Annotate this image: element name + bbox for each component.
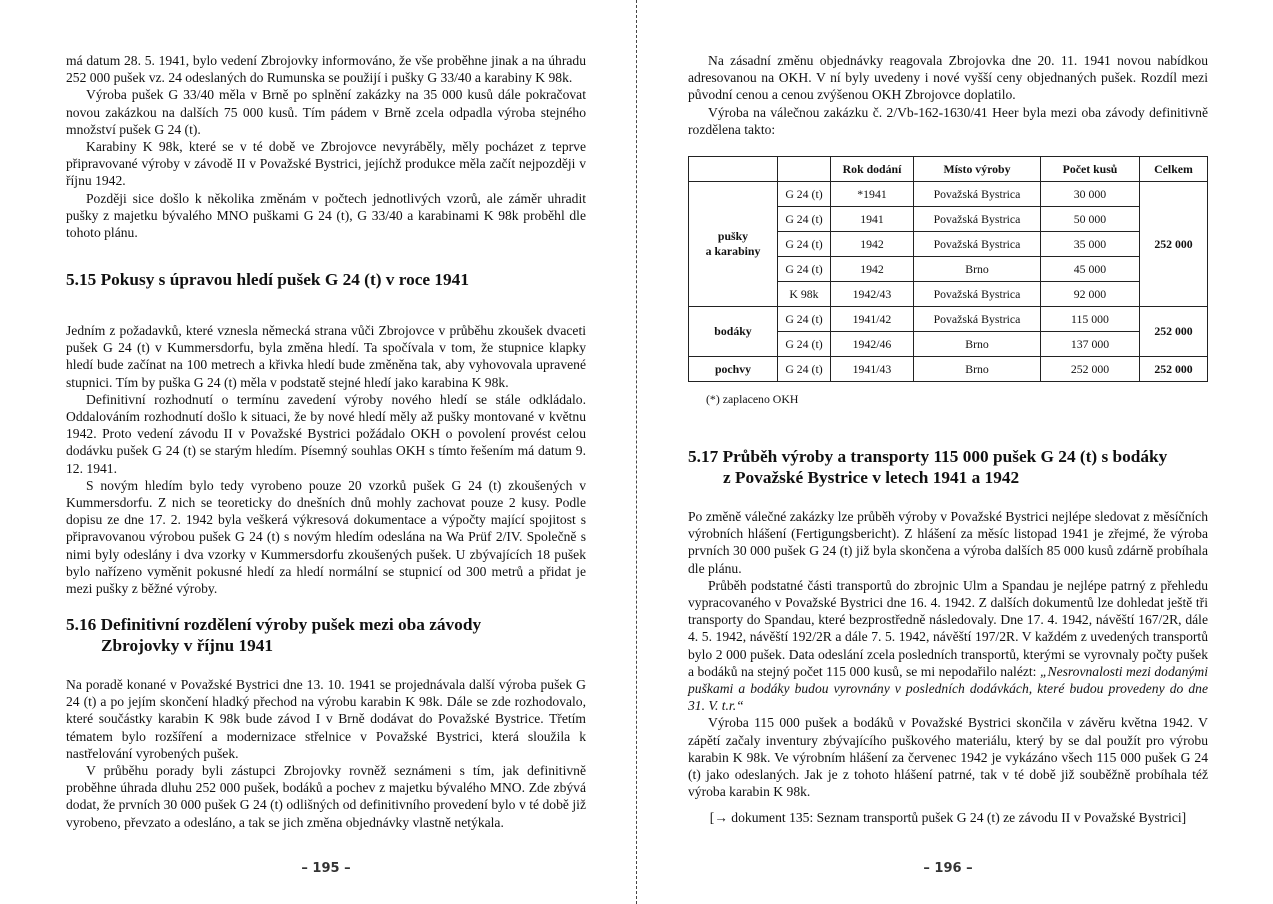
left-intro xyxy=(66,52,586,241)
place-cell: Brno xyxy=(914,257,1041,282)
count-cell: 35 000 xyxy=(1041,232,1140,257)
production-table xyxy=(688,156,1208,382)
year-cell: 1941/42 xyxy=(831,307,914,332)
model-cell: G 24 (t) xyxy=(778,182,831,207)
paragraph: Výroba pušek G 33/40 měla v Brně po splnění zakázky na 35 000 kusů dále pokračovat novou zakázkou na dalších 75 000 kusů. Tím pádem v Brně zcela odpadla výroba stejného množství pušek G 24 (t). xyxy=(66,87,586,137)
paragraph: Jedním z požadavků, které vznesla německá strana vůči Zbrojovce v průběhu zkoušek dvaceti pušek G 24 (t) v Kummersdorfu, byla změna hledí. Ta spočívala v tom, že stupnice klapky hledí bude začínat na 100 metrech a křivka hledí bude změněna tak, aby vyhovovala upravené stupnici. Tím by puška G 24 (t) měla v podstatě stejné hledí jako karabina K 98k. xyxy=(66,323,586,390)
model-cell: G 24 (t) xyxy=(778,257,831,282)
page-number: – 195 – xyxy=(301,861,351,876)
page-divider xyxy=(636,0,637,904)
count-cell: 50 000 xyxy=(1041,207,1140,232)
count-cell: 92 000 xyxy=(1041,282,1140,307)
section-5-16-body xyxy=(66,676,586,831)
paragraph-text: Průběh podstatné části transportů do zbrojnic Ulm a Spandau je nejlépe patrný z přehledu vypracovaného v Považské Bystrici dne 16. 4. 1942. Z dalších dokumentů lze dohledat ještě tři transporty do Spandau, které bezprostředně následovaly. Dne 17. 4. 1942, návěští 167/2R, dále 4. 5. 1942, návěští 192/2R a dále 7. 5. 1942, návěští 197/2R. V každém z uvedených transportů bylo 2 000 pušek. Data odeslání zcela posledních transportů, kterými se vyrovnaly počty pušek a bodáků na stejný počet 115 000 kusů, se mi nepodařilo nalézt: xyxy=(688,577,1208,679)
place-cell: Považská Bystrica xyxy=(914,182,1041,207)
table-footnote: (*) zaplaceno OKH xyxy=(706,392,799,406)
table-row xyxy=(689,357,1208,382)
paragraph: Karabiny K 98k, které se v té době ve Zbrojovce nevyráběly, měly pocházet z teprve připravované výroby v závodě II v Považské Bystrici, jejíchž produkce měla začít nejpozději v říjnu 1942. xyxy=(66,139,586,189)
table-header-cell: Rok dodání xyxy=(831,157,914,182)
heading-line: 5.16 Definitivní rozdělení výroby pušek mezi oba závody xyxy=(66,615,482,634)
table-row xyxy=(689,307,1208,332)
year-cell: 1941/43 xyxy=(831,357,914,382)
document-reference: [→ dokument 135: Seznam transportů pušek G 24 (t) ze závodu II v Považské Bystrici] xyxy=(709,810,1187,825)
table-header-cell xyxy=(689,157,778,182)
paragraph: Na zásadní změnu objednávky reagovala Zbrojovka dne 20. 11. 1941 novou nabídkou adresovanou na OKH. V ní byly uvedeny i nové vyšší ceny objednaných pušek. Rozdíl mezi původní cenou a cenou zvýšenou OKH Zbrojovce doplatilo. xyxy=(688,53,1208,103)
year-cell: *1941 xyxy=(831,182,914,207)
table-row xyxy=(689,182,1208,207)
page-number: – 196 – xyxy=(923,861,973,876)
model-cell: G 24 (t) xyxy=(778,232,831,257)
section-5-16-heading xyxy=(66,614,586,656)
heading-line: z Považské Bystrice v letech 1941 a 1942 xyxy=(723,468,1020,487)
model-cell: G 24 (t) xyxy=(778,357,831,382)
model-cell: G 24 (t) xyxy=(778,307,831,332)
total-cell: 252 000 xyxy=(1140,182,1208,307)
table-header-cell xyxy=(778,157,831,182)
group-label-line: a karabiny xyxy=(705,244,761,258)
model-cell: K 98k xyxy=(778,282,831,307)
place-cell: Brno xyxy=(914,332,1041,357)
total-cell: 252 000 xyxy=(1140,357,1208,382)
heading-line: Zbrojovky v říjnu 1941 xyxy=(101,636,274,655)
year-cell: 1942/46 xyxy=(831,332,914,357)
paragraph: S novým hledím bylo tedy vyrobeno pouze 20 vzorků pušek G 24 (t) zkoušených v Kummersdorfu. Z nich se teoreticky do dnešních dnů mohly zachovat pouze 2 kusy. Podle dopisu ze dne 17. 2. 1942 byla veškerá výkresová dokumentace a výpočty mající spojitost s připravovanou výrobou pušek G 24 (t) s novým hledím odeslána na Wa Prüf 2/IV. Společně s nimi byly odeslány i dva vzorky v Kummersdorfu zkoušených pušek. U zbývajících 18 pušek bylo nařízeno vyměnit pokusné hledí za hledí normální se stupnicí od 300 metrů a přidat je mezi pušky z běžné výroby. xyxy=(66,477,586,597)
paragraph: Výroba 115 000 pušek a bodáků v Považské Bystrici skončila v závěru května 1942. V zápětí začaly inventury zbývajícího puškového materiálu, který by se dal použít pro výrobu karabin K 98k. Ve výrobním hlášení za červenec 1942 je vykázáno všech 115 000 pušek G 24 (t) jako odeslaných. Jak je z tohoto hlášení patrné, tak v té době již souběžně probíhala též výroba karabin K 98k. xyxy=(688,715,1208,800)
table-header-row xyxy=(689,157,1208,182)
count-cell: 45 000 xyxy=(1041,257,1140,282)
place-cell: Považská Bystrica xyxy=(914,207,1041,232)
section-5-15-body xyxy=(66,322,586,597)
count-cell: 252 000 xyxy=(1041,357,1140,382)
model-cell: G 24 (t) xyxy=(778,207,831,232)
place-cell: Považská Bystrica xyxy=(914,232,1041,257)
paragraph: Po změně válečné zakázky lze průběh výroby v Považské Bystrici nejlépe sledovat z měsíčních výrobních hlášení (Fertigungsbericht). Z hlášení za měsíc listopad 1941 je zřejmé, že výroba prvních 30 000 pušek G 24 (t) již byla skončena a výroba dalších 85 000 kusů zdárně probíhala dle plánu. xyxy=(688,509,1208,576)
model-cell: G 24 (t) xyxy=(778,332,831,357)
paragraph: Později sice došlo k několika změnám v počtech jednotlivých vzorů, ale záměr uhradit pušky z majetku bývalého MNO puškami G 24 (t), G 33/40 a karabinami K 98k proběhl dle tohoto plánu. xyxy=(66,190,586,241)
table-header-cell: Celkem xyxy=(1140,157,1208,182)
right-page xyxy=(688,0,1208,904)
group-label-line: pušky xyxy=(717,229,749,243)
paragraph xyxy=(688,577,1208,715)
right-intro xyxy=(688,52,1208,138)
total-cell: 252 000 xyxy=(1140,307,1208,357)
section-5-17-heading xyxy=(688,446,1208,488)
paragraph: má datum 28. 5. 1941, bylo vedení Zbrojovky informováno, že vše proběhne jinak a na úhradu 252 000 pušek vz. 24 odeslaných do Rumunska se použijí i pušky G 33/40 a karabiny K 98k. xyxy=(66,53,586,86)
count-cell: 30 000 xyxy=(1041,182,1140,207)
year-cell: 1942 xyxy=(831,257,914,282)
group-label xyxy=(689,182,778,307)
heading-line: 5.17 Průběh výroby a transporty 115 000 pušek G 24 (t) s bodáky xyxy=(688,447,1168,466)
place-cell: Považská Bystrica xyxy=(914,307,1041,332)
quotation: „Nesrovnalosti mezi dodanými puškami a bodáky budou vyrovnány v posledních dodávkách, které budou provedeny do dne 31. V. t.r.“ xyxy=(688,663,1209,714)
place-cell: Považská Bystrica xyxy=(914,282,1041,307)
paragraph: V průběhu porady byli zástupci Zbrojovky rovněž seznámeni s tím, jak definitivně proběhne úhrada dluhu 252 000 pušek, bodáků a pochev z majetku bývalého MNO. Zde zbývá dodat, že prvních 30 000 pušek G 24 (t) odlišných od definitivního provedení bylo v té době již vyrobeno, převzato a odesláno, a tak se jich změna objednávky vlastně netýkala. xyxy=(66,763,586,830)
section-5-15-heading: 5.15 Pokusy s úpravou hledí pušek G 24 (t) v roce 1941 xyxy=(66,270,469,289)
paragraph: Výroba na válečnou zakázku č. 2/Vb-162-1630/41 Heer byla mezi oba závody definitivně rozdělena takto: xyxy=(688,104,1208,137)
group-label: pochvy xyxy=(689,357,778,382)
place-cell: Brno xyxy=(914,357,1041,382)
section-5-17-body xyxy=(688,508,1208,800)
group-label: bodáky xyxy=(689,307,778,357)
count-cell: 115 000 xyxy=(1041,307,1140,332)
paragraph: Definitivní rozhodnutí o termínu zavedení výroby nového hledí se stále odkládalo. Oddalováním rozhodnutí došlo k situaci, že by nové hledí měly až pušky montované v květnu 1942. Proto vedení závodu II v Považské Bystrici požádalo OKH o povolení provést celou dodávku pušek G 24 (t) se starým hledím. Písemný souhlas OKH s tímto řešením má datum 9. 12. 1941. xyxy=(66,391,586,476)
table-header-cell: Počet kusů xyxy=(1041,157,1140,182)
table-header-cell: Místo výroby xyxy=(914,157,1041,182)
count-cell: 137 000 xyxy=(1041,332,1140,357)
year-cell: 1942/43 xyxy=(831,282,914,307)
year-cell: 1942 xyxy=(831,232,914,257)
paragraph: Na poradě konané v Považské Bystrici dne 13. 10. 1941 se projednávala další výroba pušek G 24 (t) a po jejím skončení hladký přechod na výrobu karabin K 98k. Dále se zde rozhodovalo, které součástky karabin K 98k bude závod I v Brně dodávat do Považské Bystrice. Třetím tématem bylo rozšíření a modernizace střelnice v Považské Bystrici, která sloužila k nastřelování vyrobených pušek. xyxy=(66,677,586,761)
left-page xyxy=(66,0,586,904)
year-cell: 1941 xyxy=(831,207,914,232)
